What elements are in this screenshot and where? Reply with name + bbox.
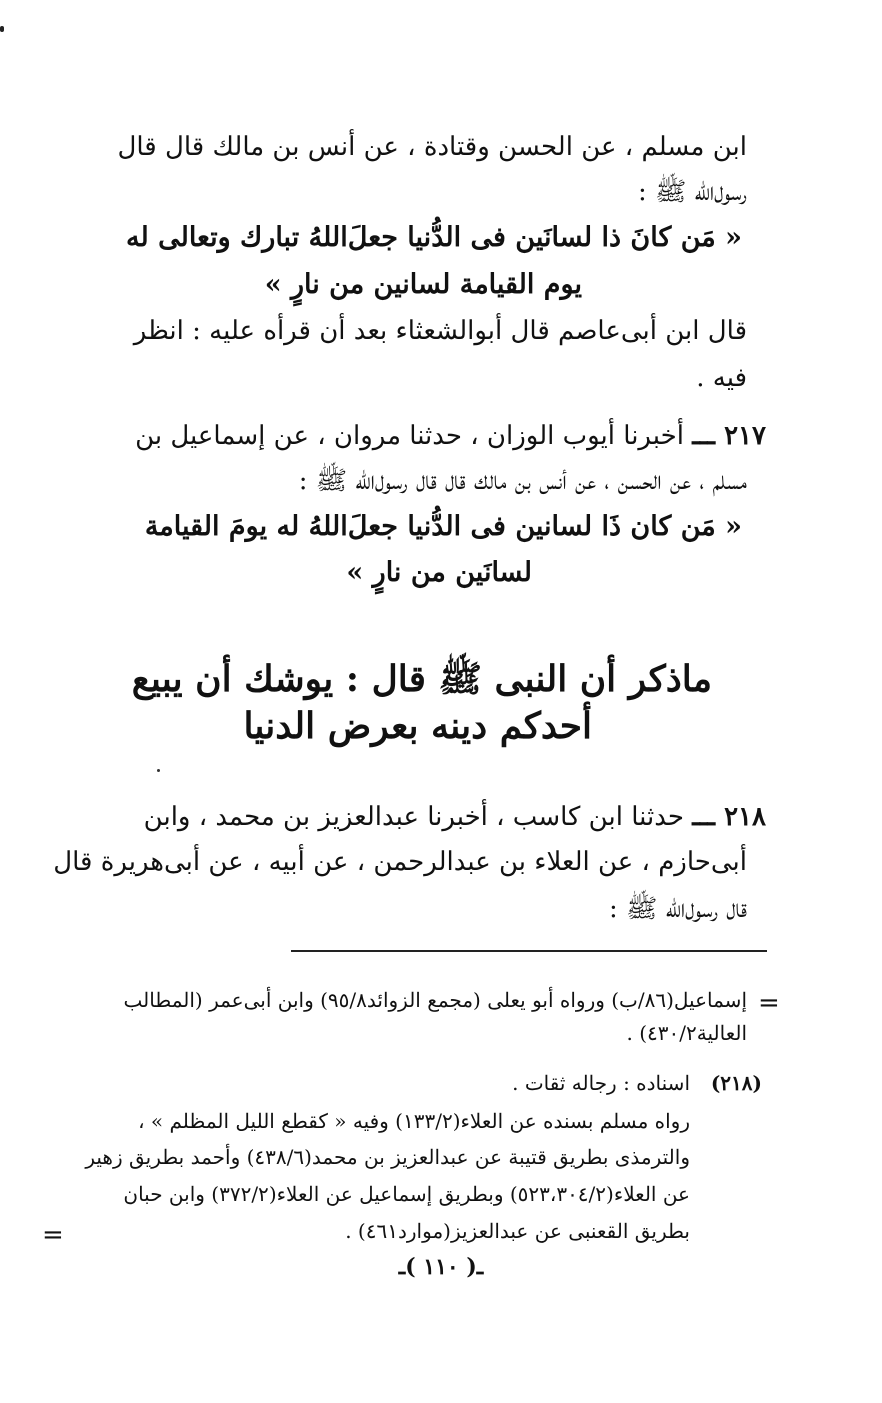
scan-mark (0, 26, 4, 32)
hadith-217-line-1 (135, 416, 766, 456)
footnote-218-line-5: بطريق القعنبى عن عبدالعزيز(موارد٤٦١) . (345, 1219, 690, 1243)
hadith-218-line-1-text: حدثنا ابن كاسب ، أخبرنا عبدالعزيز بن محمد ، وابن (143, 802, 684, 832)
hadith-216-quote-line-1: « مَن كانَ ذا لسانَين فى الدُّنيا جعلَ‌اللهُ تبارك وتعالى له (125, 222, 742, 253)
footnote-next-page-marker: = (42, 1220, 64, 1250)
hadith-217-line-1-text: أخبرنا أيوب الوزان ، حدثنا مروان ، عن إسماعيل بن (135, 421, 684, 451)
hadith-217-number: ٢١٧ ـــ (692, 421, 766, 451)
footnote-218-label: (٢١٨) (710, 1071, 762, 1095)
hadith-218-number: ٢١٨ ـــ (692, 802, 766, 832)
footnote-separator (291, 950, 767, 952)
hadith-218-line-2: أبى‌حازم ، عن العلاء بن عبدالرحمن ، عن أبيه ، عن أبى‌هريرة قال (53, 847, 747, 877)
hadith-218-line-3: قال رسول‌الله ﷺ : (609, 894, 747, 924)
chapter-heading-line-2: أحدكم دينه بعرض الدنيا (243, 705, 592, 747)
hadith-217-quote-line-2: لسانَين من نارٍ » (346, 557, 532, 588)
footnote-218-line-1: اسناده : رجاله ثقات . (512, 1071, 690, 1095)
footnote-continuation-line-1: إسماعيل(٨٦/ب) ورواه أبو يعلى (مجمع الزوائد٩٥/٨) وابن أبى‌عمر (المطالب (123, 988, 747, 1012)
footnote-218-line-3: والترمذى بطريق قتيبة عن عبدالعزيز بن محمد(٤٣٨/٦) وأحمد بطريق زهير (85, 1145, 690, 1169)
hadith-216-comment-line-1: قال ابن أبى‌عاصم قال أبوالشعثاء بعد أن قرأه عليه : انظر (133, 316, 747, 346)
page-number: ـ( ١١٠ )ـ (398, 1254, 484, 1280)
footnote-218-line-4: عن العلاء(٥٢٣،٣٠٤/٢) وبطريق إسماعيل عن العلاء(٣٧٢/٢) وابن حبان (123, 1182, 690, 1206)
hadith-216-line-1: ابن مسلم ، عن الحسن وقتادة ، عن أنس بن مالك قال قال (117, 132, 747, 162)
hadith-216-quote-line-2: يوم القيامة لسانين من نارٍ » (264, 269, 582, 300)
hadith-217-line-2: مسلم ، عن الحسن ، عن أنس بن مالك قال قال رسول‌الله ﷺ : (298, 466, 747, 496)
footnote-continuation-marker: = (758, 988, 780, 1018)
speck (157, 769, 160, 772)
footnote-218-line-2: رواه مسلم بسنده عن العلاء(١٣٣/٢) وفيه « كقطع الليل المظلم » ، (138, 1109, 690, 1133)
footnote-continuation-line-2: العالية٤٣٠/٢) . (626, 1021, 747, 1045)
hadith-216-comment-line-2: فيه . (696, 363, 747, 393)
hadith-218-line-1 (144, 797, 766, 837)
hadith-216-line-2: رسول‌الله ﷺ : (637, 177, 747, 207)
hadith-217-quote-line-1: « مَن كان ذَا لسانين فى الدُّنيا جعلَ‌اللهُ له يومَ القيامة (144, 511, 742, 542)
chapter-heading-line-1: ماذكر أن النبى ﷺ قال : يوشك أن يبيع (131, 658, 712, 700)
